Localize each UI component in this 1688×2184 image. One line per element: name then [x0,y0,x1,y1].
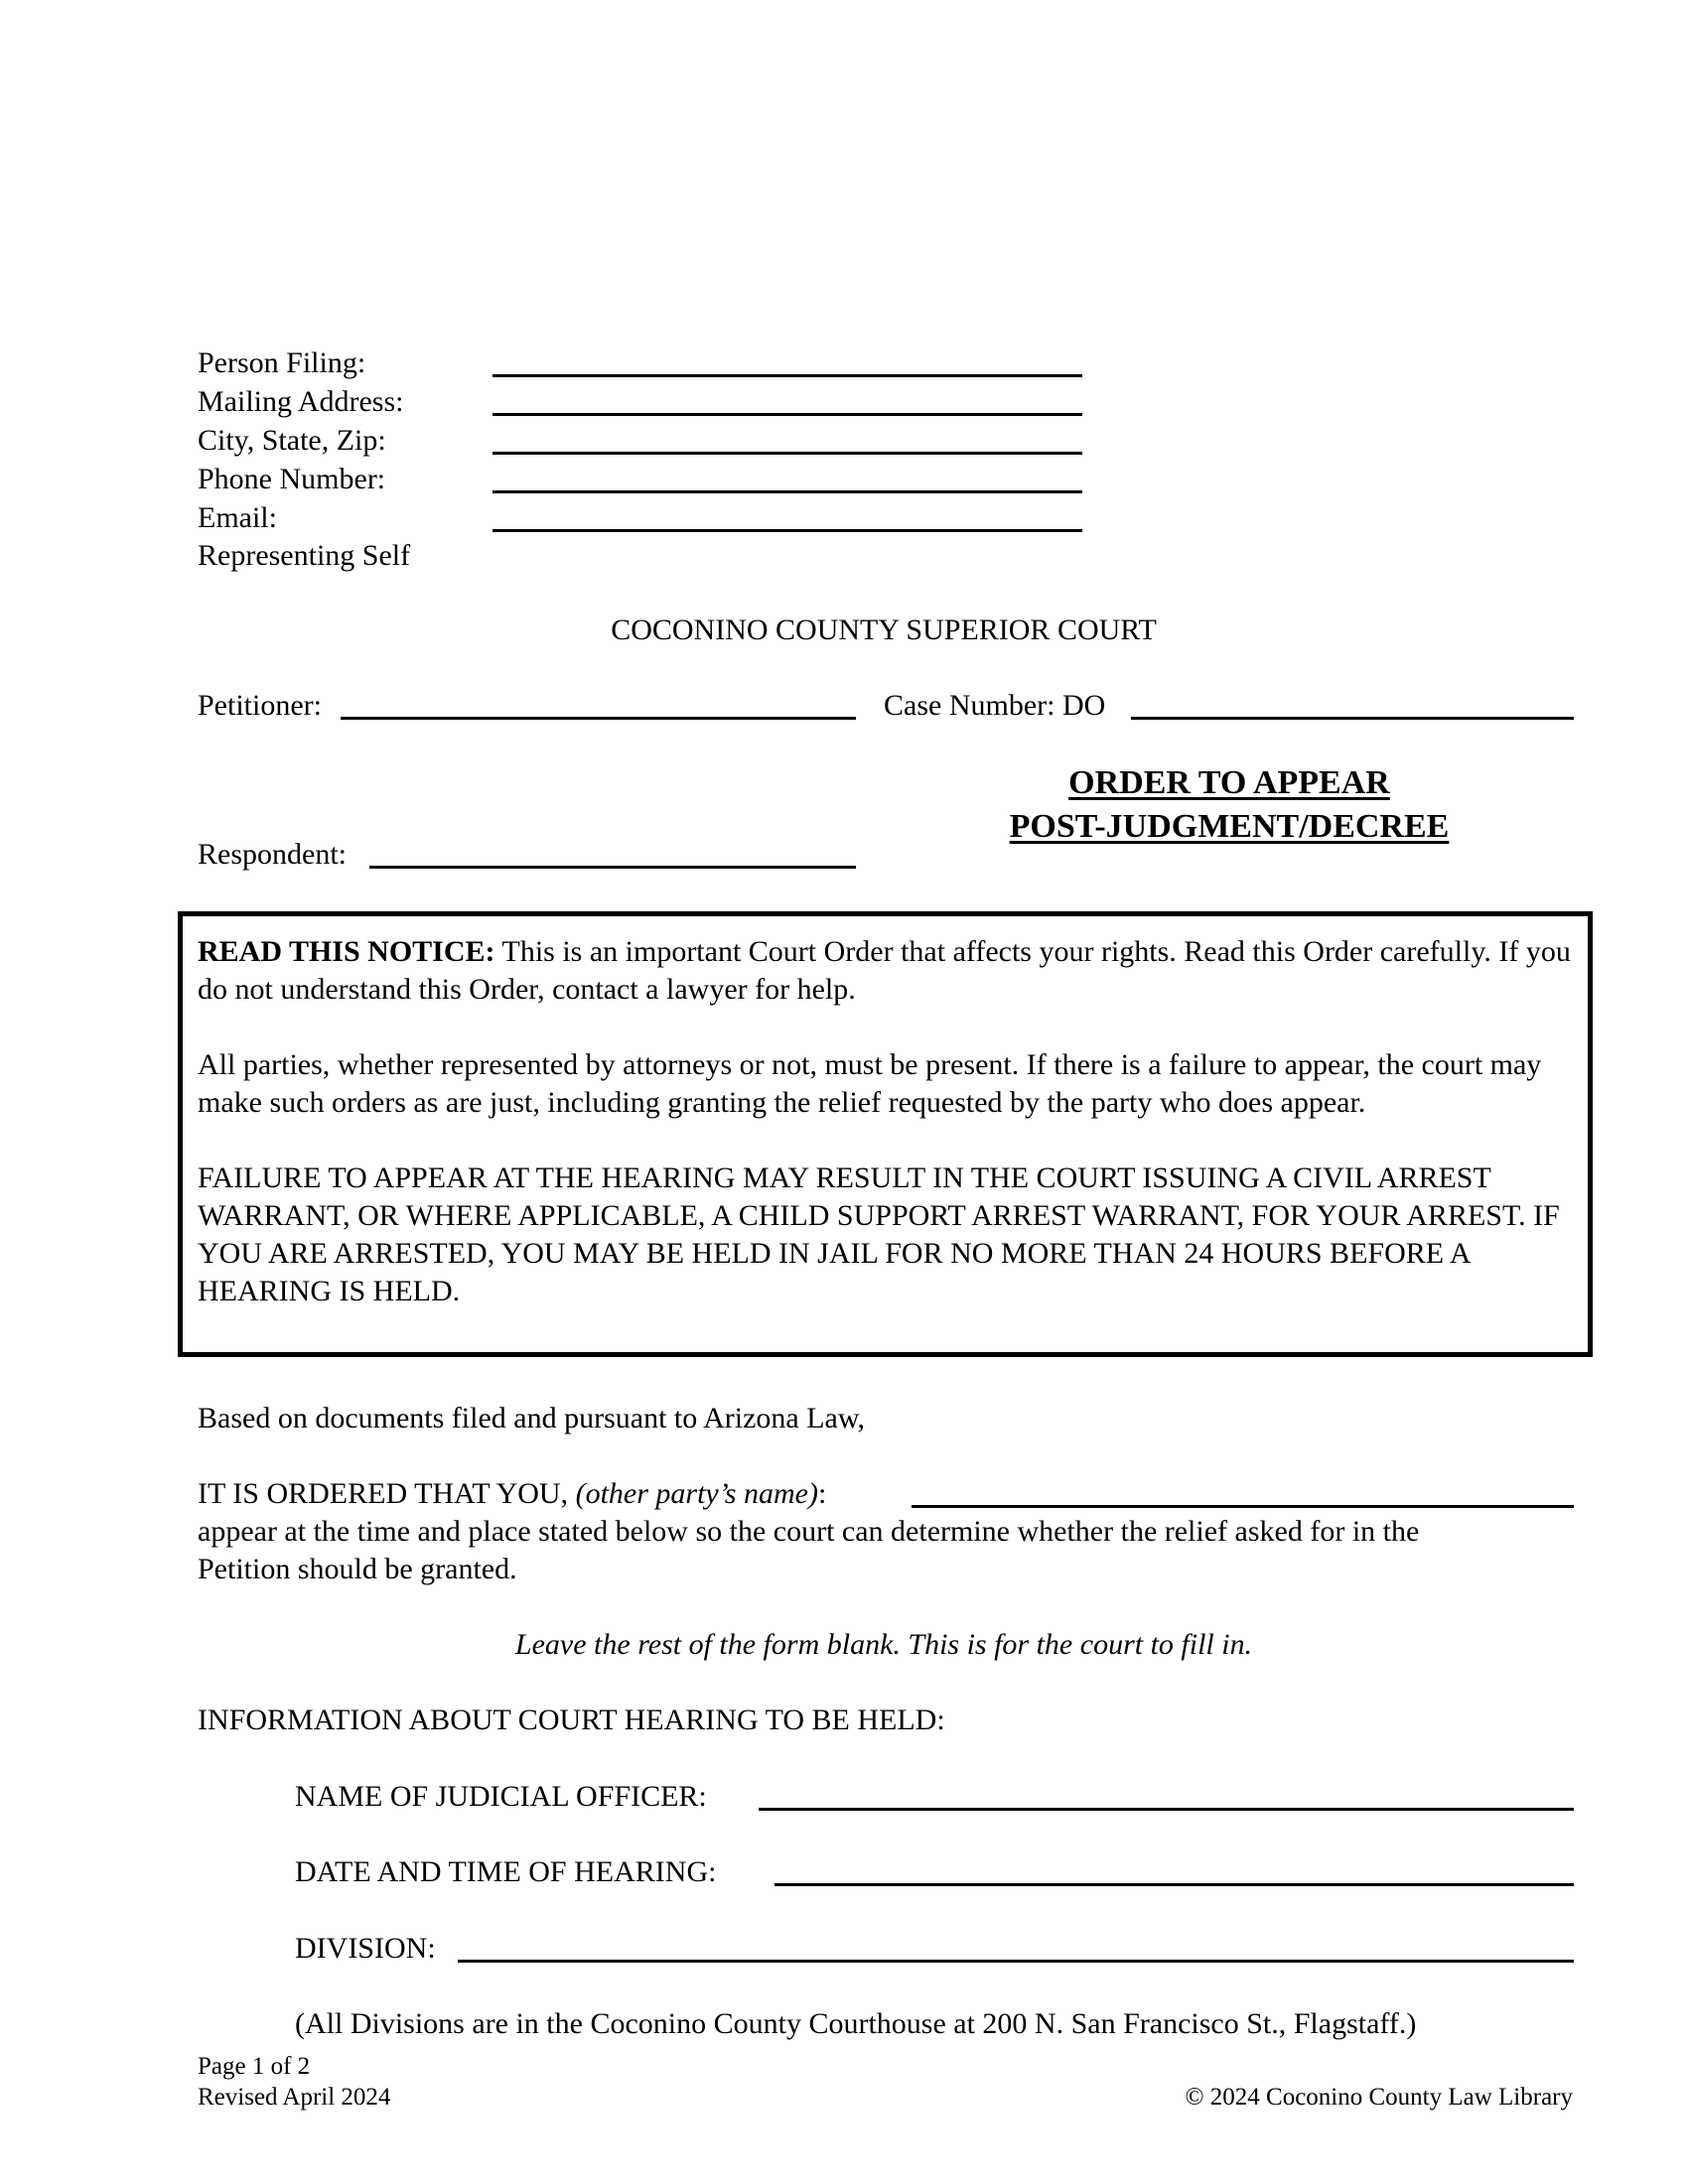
court-name: COCONINO COUNTY SUPERIOR COURT [611,614,1157,646]
respondent-label: Respondent: [198,838,347,871]
notice-heading: READ THIS NOTICE: [198,935,495,968]
notice-box [178,911,1593,1357]
other-party-name-field[interactable] [912,1505,1574,1508]
respondent-field[interactable] [369,866,856,869]
person-filing-label: Person Filing: [198,346,366,379]
notice-paragraph-3: FAILURE TO APPEAR AT THE HEARING MAY RESULT IN THE COURT ISSUING A CIVIL ARREST WARRANT, OR WHERE APPLICABLE, A CHILD SUPPORT ARREST WARRANT, FOR YOUR ARREST. IF YOU ARE ARRESTED, YOU MAY BE HELD IN JAIL FOR NO MORE THAN 24 HOURS BEFORE A HEARING IS HELD. [198,1161,1560,1307]
city-state-zip-field[interactable] [492,452,1082,455]
revised-date: Revised April 2024 [198,2084,391,2111]
email-label: Email: [198,501,277,534]
notice-paragraph-2: All parties, whether represented by attorneys or not, must be present. If there is a failure to appear, the court may make such orders as are just, including granting the relief requested by the party who does appear. [198,1048,1542,1119]
hearing-date-time-label: DATE AND TIME OF HEARING: [295,1855,717,1888]
division-field[interactable] [458,1960,1574,1963]
petitioner-label: Petitioner: [198,689,322,722]
courthouse-location-note: (All Divisions are in the Coconino County Courthouse at 200 N. San Francisco St., Flagstaff.) [295,2007,1417,2040]
judicial-officer-label: NAME OF JUDICIAL OFFICER: [295,1780,707,1813]
other-party-hint: (other party’s name) [575,1477,818,1510]
case-number-label: Case Number: DO [884,689,1106,722]
city-state-zip-label: City, State, Zip: [198,424,386,457]
title-line-2: POST-JUDGMENT/DECREE [1009,808,1450,845]
phone-number-field[interactable] [492,490,1082,493]
phone-number-label: Phone Number: [198,463,386,495]
page-number: Page 1 of 2 [198,2053,311,2080]
court-fill-instruction: Leave the rest of the form blank. This is for the court to fill in. [514,1628,1253,1661]
intro-text: Based on documents filed and pursuant to Arizona Law, [198,1402,866,1434]
case-number-field[interactable] [1131,717,1574,720]
notice-paragraph-1: READ THIS NOTICE: This is an important Court Order that affects your rights. Read this Order carefully. If you do not understand this Order, contact a lawyer for help. [198,935,1571,1006]
mailing-address-label: Mailing Address: [198,385,404,418]
hearing-info-heading: INFORMATION ABOUT COURT HEARING TO BE HELD: [198,1704,945,1736]
email-field[interactable] [492,529,1082,532]
person-filing-field[interactable] [492,374,1082,377]
title-line-1: ORDER TO APPEAR [1068,764,1390,801]
petitioner-field[interactable] [341,717,856,720]
mailing-address-field[interactable] [492,413,1082,416]
representing-self-label: Representing Self [198,539,411,572]
ordered-line-3: Petition should be granted. [198,1553,517,1585]
copyright-notice: © 2024 Coconino County Law Library [1185,2084,1573,2111]
hearing-date-time-field[interactable] [774,1883,1574,1886]
division-label: DIVISION: [295,1932,436,1965]
judicial-officer-field[interactable] [759,1808,1574,1811]
ordered-line-2: appear at the time and place stated below so the court can determine whether the relief asked for in the [198,1515,1420,1548]
ordered-line-1: IT IS ORDERED THAT YOU, (other party’s name): [198,1477,827,1510]
